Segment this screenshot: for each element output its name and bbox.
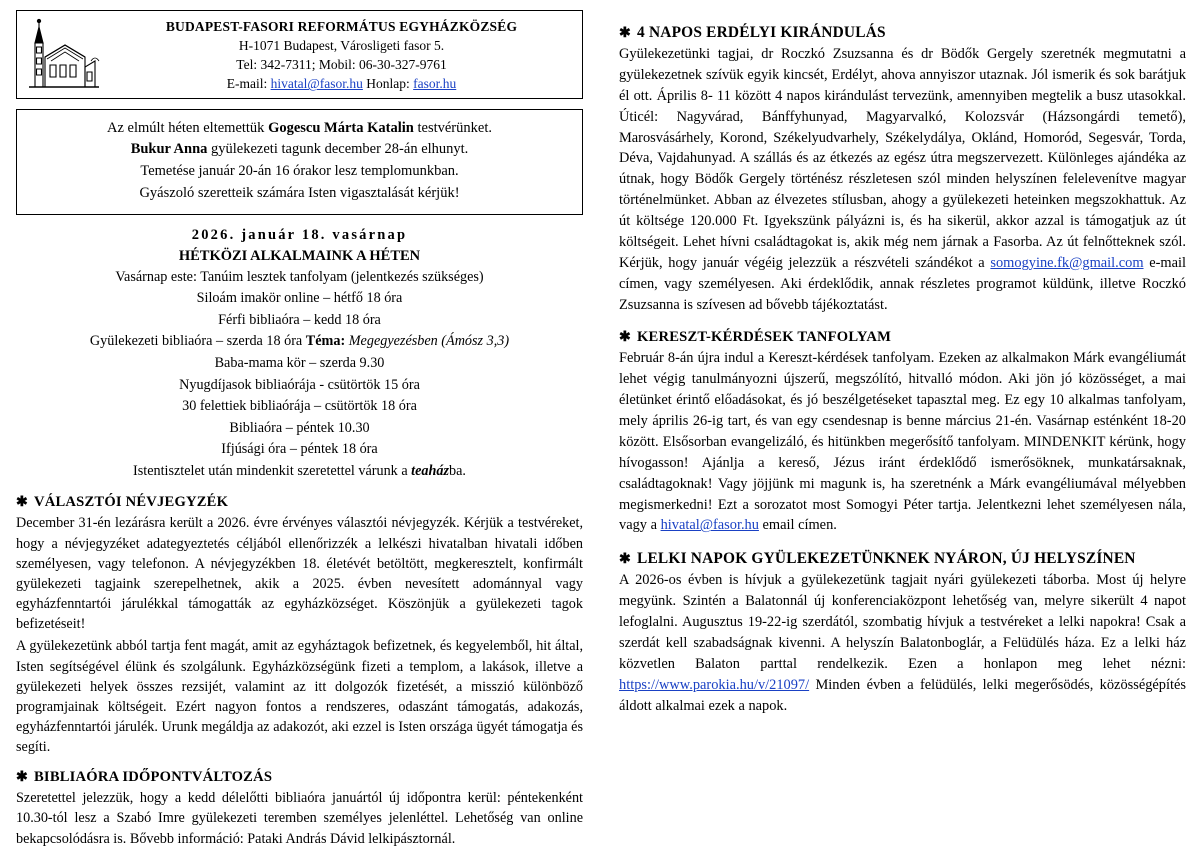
org-name: BUDAPEST-FASORI REFORMÁTUS EGYHÁZKÖZSÉG [165, 19, 518, 34]
parokia-url-link[interactable]: https://www.parokia.hu/v/21097/ [619, 676, 810, 693]
obituary-line1-post: testvérünket. [413, 119, 492, 136]
gyulekezeti-pre: Gyülekezeti bibliaóra – szerda 18 óra [89, 333, 306, 350]
section-title: LELKI NAPOK GYÜLEKEZETÜNKNEK NYÁRON, ÚJ HELYSZÍNEN [637, 550, 1136, 568]
obituary-name-1: Gogescu Márta Katalin [268, 119, 414, 136]
asterisk-icon: ✱ [619, 26, 631, 41]
lelki-text-post: Minden évben a felüdülés, lelki megerősödés, közösségépítés áldott alkalmai ezek a napok. [619, 676, 1186, 714]
closing-post: ba. [449, 462, 466, 479]
obituary-line-2 [27, 139, 572, 161]
section-heading-kereszt-kerdesek [619, 329, 1186, 346]
left-column [16, 10, 601, 847]
masthead [16, 10, 583, 99]
kereszt-text-pre: Február 8-án újra indul a Kereszt-kérdések tanfolyam. Ezeken az alkalmakon Márk evangéliumát lehet végig tanulmányozni újszerű, megszólító, hitvalló módon. Aki jön jó közösséget, a mai életünket érintő előadásokat, és jó beszélgetéseket tapasztal meg. Ez egy 10 alkalmas tanfolyam, mely április 26-ig tart, és van egy csendesnap is benne március 21-én. Vasárnap esténként 18-20 között. Elsősorban evangelizáló, és hitünkben megerősítő tanfolyam. MINDENKIT kérünk, hogy hívogasson! Ajánlja a kereső, Jézus iránt érdeklődő ismerősöknek, munkatársaknak, családtagoknak! Vagy jöjjünk mi magunk is, ha szeretnénk a Márk evangéliumával mélyebben megismerkedni! Ezt a sorozatot most Somogyi Péter tartja. Jelentkezni lehet személyesen nála, vagy a [619, 350, 1186, 534]
website-link[interactable]: fasor.hu [413, 76, 457, 92]
schedule-item: Férfi bibliaóra – kedd 18 óra [218, 311, 381, 328]
email-link[interactable]: hivatal@fasor.hu [270, 76, 363, 92]
section-heading-lelki-napok [619, 550, 1186, 568]
schedule-item: Bibliaóra – péntek 10.30 [229, 419, 370, 436]
erdely-text-post: e-mail címen, vagy személyesen. Aki érdeklődik, annak részletes programot küldünk, illetve Roczkó Zsuzsanna is szívesen ad bővebb tájékoztatást. [619, 254, 1186, 313]
schedule-item: Baba-mama kör – szerda 9.30 [214, 354, 385, 371]
section-paragraph: A gyülekezetünk abból tartja fent magát, amit az egyháztagok befizetnek, és kegyelemből, hit által, Isten segítségével élünk és szolgálunk. Egyházközségünk fizeti a templom, a lakások, illetve a gyülekezeti helyek összes rezsijét, valamint az itt dolgozók fizetését, a misszió különböző programjainak költségeit. Ezért nagyon fontos a rendszeres, odaszánt támogatás, adakozás, egyházfenntartói járulék. Urunk megáldja az adakozót, aki ezzel is Isten országa ügyét támogatja és segíti. [16, 638, 583, 756]
org-phones: Tel: 342-7311; Mobil: 06-30-327-9761 [236, 57, 447, 73]
schedule-closing [16, 461, 583, 483]
schedule-item: Siloám imakör online – hétfő 18 óra [196, 290, 403, 307]
closing-pre: Istentisztelet után mindenkit szeretettel várunk a [133, 462, 412, 479]
section-paragraph: Szeretettel jelezzük, hogy a kedd délelőtti bibliaóra januártól új időpontra kerül: péntekenként 10.30-tól lesz a Szabó Imre gyülekezeti teremben személyes jelenléttel. Lehetőség van online bekapcsolódásra is. Bővebb információ: Pataki András Dávid lelkipásztornál. [16, 790, 583, 847]
erdely-text-pre: Gyülekezetünki tagjai, dr Roczkó Zsuzsanna és dr Bödők Gergely szeretnék megmutatni a gyülekezetnek szívük egyik kincsét, Erdélyt, ahova annyiszor utaznak. Jól ismerik és sok barátjuk él ott. Április 8- 11 között 4 napos kirándulást tervezünk, amennyiben megtelik a busz utasokkal. Úticél: Nagyvárad, Bánffyhunyad, Magyarvalkó, Kolozsvár (Házsongárdi temető), Marosvásárhely, Korond, Székelyudvarhely, Székelydálya, Oklánd, Homoród, Segesvár, Torda, Déva, Vajdahunyad. A szállás és az étkezés az egész útra megszervezett. Különleges ajándéka az útnak, hogy Bödők Gergely történész részletesen szól minden helyszínen felelevenítve magyar történelmünket. Abban az élvezetes stílusban, ahogy a gyülekezeti heteinken megszokhattuk. Az út költsége 120.000 Ft. Igyekszünk pályázni is, és ha sikerül, akkor azzal is támogatjuk az út költségeit. Lehet hívni családtagokat is, akik még nem járnak a Fasorba. Az út felnőtteknek szól. Kérjük, hogy január végéig jelezzük a részvételi szándékot a [619, 46, 1186, 271]
obituary-name-2: Bukur Anna [130, 141, 208, 158]
schedule-item: Nyugdíjasok bibliaórája - csütörtök 15 óra [179, 376, 420, 393]
asterisk-icon: ✱ [16, 770, 28, 786]
asterisk-icon: ✱ [619, 330, 631, 346]
asterisk-icon: ✱ [619, 552, 631, 568]
obituary-line2-post: gyülekezeti tagunk december 28-án elhunyt. [207, 141, 469, 158]
schedule-item: Ifjúsági óra – péntek 18 óra [221, 441, 378, 458]
section-paragraph-kereszt-kerdesek [619, 348, 1186, 536]
section-title: VÁLASZTÓI NÉVJEGYZÉK [34, 494, 229, 511]
asterisk-icon: ✱ [16, 495, 28, 511]
kereszt-email-link[interactable]: hivatal@fasor.hu [660, 517, 759, 534]
schedule-item: 30 felettiek bibliaórája – csütörtök 18 óra [182, 398, 417, 415]
church-logo-icon [21, 15, 107, 94]
erdely-email-link[interactable]: somogyine.fk@gmail.com [990, 254, 1144, 271]
section-heading-valasztoi [16, 494, 583, 511]
org-contact-line [107, 74, 576, 93]
kereszt-text-post: email címen. [758, 517, 837, 534]
section-heading-erdely [619, 24, 1186, 42]
gyulekezeti-topic: Megegyezésben (Ámósz 3,3) [345, 333, 510, 350]
web-label: Honlap: [366, 76, 410, 92]
obituary-line-1 [27, 118, 572, 140]
schedule-item: Vasárnap este: Tanúim lesztek tanfolyam (jelentkezés szükséges) [115, 268, 484, 285]
section-paragraph-erdely [619, 44, 1186, 315]
section-title: KERESZT-KÉRDÉSEK TANFOLYAM [637, 329, 892, 346]
email-label: E-mail: [226, 76, 268, 92]
section-title: 4 NAPOS ERDÉLYI KIRÁNDULÁS [637, 24, 886, 41]
masthead-text [107, 15, 576, 94]
obituary-line1-pre: Az elmúlt héten eltemettük [107, 119, 269, 136]
org-address: H-1071 Budapest, Városligeti fasor 5. [238, 38, 445, 54]
lelki-text-pre: A 2026-os évben is hívjuk a gyülekezetünk tagjait nyári gyülekezeti táborba. Most új helyre megyünk. Szintén a Balatonnál új konferenciaközpont lehetőség van, melyre sikerült 4 napot lefoglalni. Augusztus 19-22-ig szerdától, szombatig hívjuk a testvéreket a lelki napokra! Csak a szerdát kell szabadságnak kivenni. A helyszín Balatonboglár, a Felüdülés háza. Ez a lelki ház közvetlen Balaton parttal rendelkezik. Ezen a honlapon meg lehet nézni: [619, 572, 1186, 672]
closing-teahaz: teaház [411, 462, 450, 479]
gyulekezeti-topic-label: Téma: [305, 333, 346, 350]
obituary-box [16, 109, 583, 215]
service-date: 2026. január 18. vasárnap [191, 226, 408, 243]
section-title: BIBLIAÓRA IDŐPONTVÁLTOZÁS [34, 769, 273, 786]
schedule-title: HÉTKÖZI ALKALMAINK A HÉTEN [178, 247, 421, 264]
section-paragraph: December 31-én lezárásra került a 2026. évre érvényes választói névjegyzék. Kérjük a testvéreket, hogy a névjegyzéket adategyeztetés céljából ellenőrizzék a lelkészi hivatalban hivatali időben személyesen, vagy telefonon. A névjegyzékben 18. életévét betöltött, megkeresztelt, konfirmált gyülekezeti tagjaink szerepelhetnek, akik a 2025. évben nevesített adománnyal vagy egyházfenntartói járulékkal támogatták az egyházközséget. Köszönjük a gyülekezeti tagok befizetéseit! [16, 515, 583, 633]
section-heading-bibliaora [16, 769, 583, 786]
obituary-line-3: Temetése január 20-án 16 órakor lesz templomunkban. [140, 163, 459, 180]
right-column [601, 10, 1186, 842]
schedule-item-gyulekezeti [16, 331, 583, 353]
obituary-line-4: Gyászoló szeretteik számára Isten vigasztalását kérjük! [139, 184, 460, 201]
section-paragraph-lelki-napok [619, 570, 1186, 716]
